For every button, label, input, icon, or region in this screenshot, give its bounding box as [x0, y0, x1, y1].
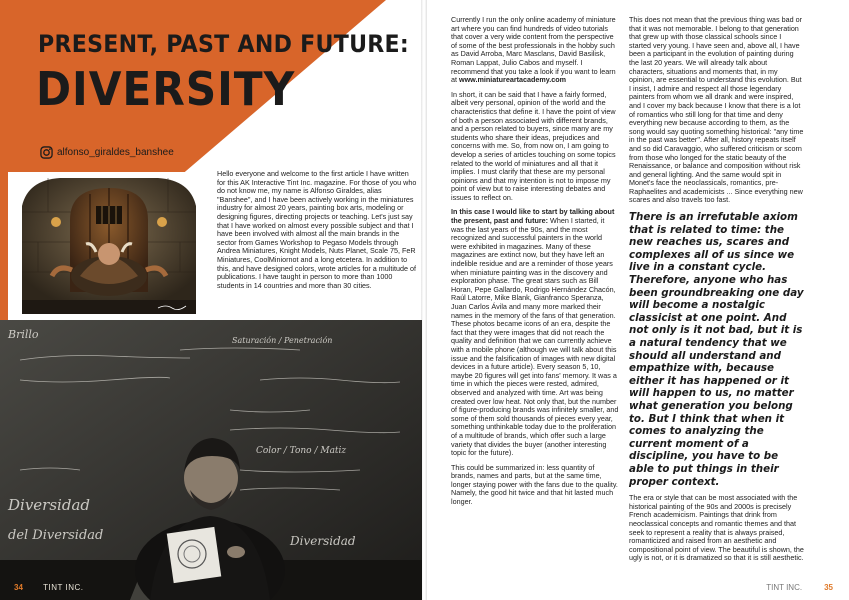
magazine-name-left: TINT INC.	[43, 583, 84, 592]
headline-line1: PRESENT, PAST AND FUTURE:	[38, 30, 410, 58]
paragraph	[451, 16, 619, 85]
section-lead: In this case I would like to start by talking about the present, past and future:	[451, 207, 615, 226]
pull-quote: There is an irrefutable axiom that is related to time: the new reaches us, scares and complexes all of us since we live in a constant cycle. Therefore, anyone who has been groundbreaking one day will become a nostalgic classicist at one point. And not only is it not bad, but it is a natural tendency that we should all understand and empathize with, because either it has happened or it will happen to us, no matter what generation you belong to. But I think that when it comes to analyzing the current moment of a discipline, you have to be able to put things in their proper context.	[629, 211, 804, 488]
academy-url[interactable]: www.miniatureartacademy.com	[459, 75, 567, 85]
social-handle-text: alfonso_giraldes_banshee	[57, 147, 174, 158]
chalk-word: Brillo	[8, 328, 39, 341]
paragraph	[451, 208, 619, 457]
article-column-1	[451, 16, 619, 513]
paragraph: In short, it can be said that I have a fairly formed, albeit very personal, opinion of the world and the characteristics that define it. I have the point of view of both a person associated with different brands, and a person related to buyers, since many are my students who share their ideas, prejudices and concerns with me. So, from now on, I am going to develop a series of articles touching on some topics related to the world of miniatures and all that it implies. I must clarify that these are my personal opinions and that my intention is not to impose my point of view but to raise interesting debates and issues to reflect on.	[451, 89, 616, 202]
headline-line2: DIVERSITY	[36, 62, 296, 116]
article-column-2	[629, 16, 804, 569]
instagram-icon	[40, 146, 53, 159]
diorama-figure-photo	[8, 172, 210, 324]
page-spine	[421, 0, 427, 600]
folio-right	[766, 583, 833, 592]
chalkboard-text	[0, 320, 422, 600]
paragraph-text: When I started, it was the last years of the 90s, and the most recognized and successful painters in the world were exhibited in magazines. Many of these magazines are extinct now, but they have left an indelible residue and are a reminder of those years when miniature painting was in the discovery and exploration phase. The great stars such as Bill Horan, Pepe Gallardo, Rodrigo Hernández Chacón, Raúl Latorre, Mike Blank, Gianfranco Speranza, Juan Carlos Ávila and many more marked their names in the memory of the fans of that generation. These photos became icons of an era, despite the fact that they were images that did not reach the quality and definition that we can currently achieve with a mobile phone (although we will talk about this issue and the falsification of images with new digital devices in a future article). Every season 5, 10, maybe 20 figures will get into fans' memory. It was a time in which the pieces were rested, admired, observed and analyzed with time. Art was being created over low heat. Not only that, but the number of figure-producing brands was infinitely smaller, and some of them sold thousands of pieces every year, something unthinkable today due to the proliferation of a multitude of brands, which offer such a large variety that divides the buyer (another interesting topic for the future).	[451, 216, 619, 458]
chalk-word: Diversidad	[8, 496, 90, 514]
social-handle	[40, 146, 174, 159]
chalk-word: del Diversidad	[8, 528, 104, 543]
intro-paragraph: Hello everyone and welcome to the first article I have written for this AK Interactive Tint Inc. magazine. For those of you who do not know me, my name is Alfonso Giraldes, alias "Banshee", and I have been actively working in the miniatures industry for almost 20 years, painting box arts, modeling or designing figures, directing projects or teaching. Let's just say that I have worked on almost every possible subject and that I have been involved with almost all the main brands in the sector from Games Workshop to Pegaso Models through Andrea Miniatures, Knight Models, Nuts Planet, Scale 75, FeR Miniatures, CoolMiniornot and a long etcetera. In addition to this, and have designed colors, wrote articles for a multitude of publications. I have taught in person to more than 1000 students in 14 countries and more than 30 cities.	[217, 169, 417, 290]
folio-left	[14, 583, 84, 592]
chalk-word: Saturación / Penetración	[232, 336, 333, 345]
classroom-photo	[0, 320, 422, 600]
paragraph: This could be summarized in: less quantity of brands, names and parts, but at the same time, longer staying power with the fans due to the quality. Namely, the good hit twice and that hit lasted much longer.	[451, 462, 618, 507]
paragraph: The era or style that can be most associated with the historical painting of the 90s and 2000s is precisely French academicism. Paintings that drink from neoclassical concepts and romantic themes and that seek to represent a reality that is always praised, romanticized and raised from an aesthetic and compositional point of view. The beautiful is shown, the ugly is not, or it is dramatized so that it is still aesthetic.	[629, 493, 804, 563]
paragraph-text: Currently I run the only online academy of miniature art where you can find hundreds of video tutorials that cover a very wide content from the perspective of some of the best professionals in the hobby such as David Arroba, Marc Masclans, David Basilisk, Roman Lappat, Julio Cabos and myself. I recommend that you take a look if you want to learn at	[451, 15, 616, 85]
chalk-word: Color / Tono / Matiz	[256, 446, 347, 456]
left-page	[0, 0, 424, 600]
paragraph: This does not mean that the previous thing was bad or that it was not memorable. I belong to that generation that grew up with those classical schools since I started very young. I have seen and, above all, I have been a participant in the evolution of painting during the last 20 years. We will already talk about characters, situations and moments that, in my opinion, are essential to understand this evolution. But I insist, I admire and respect all those legendary painters from whom we all drank and were inspired, and I cover my back because I know that there is a lot of romantics who still long for that time and deny everything new because according to them, as the song would say quoting something historical: "any time in the past was better". After all, history repeats itself and so did Caravaggio, who suffered criticism or scorn from those who longed for the static beauty of the Renaissance, or balance and composition without risk and general lighting. And the same would spit in Monet's face the neoclassicals, romantics, pre-Raphaelites and academicists ... Since everything new scares and also travels too fast.	[629, 15, 804, 205]
page-number-left: 34	[14, 583, 23, 592]
magazine-name-right: TINT INC.	[766, 583, 803, 592]
chalk-word: Diversidad	[290, 534, 356, 548]
page-number-right: 35	[824, 583, 833, 592]
